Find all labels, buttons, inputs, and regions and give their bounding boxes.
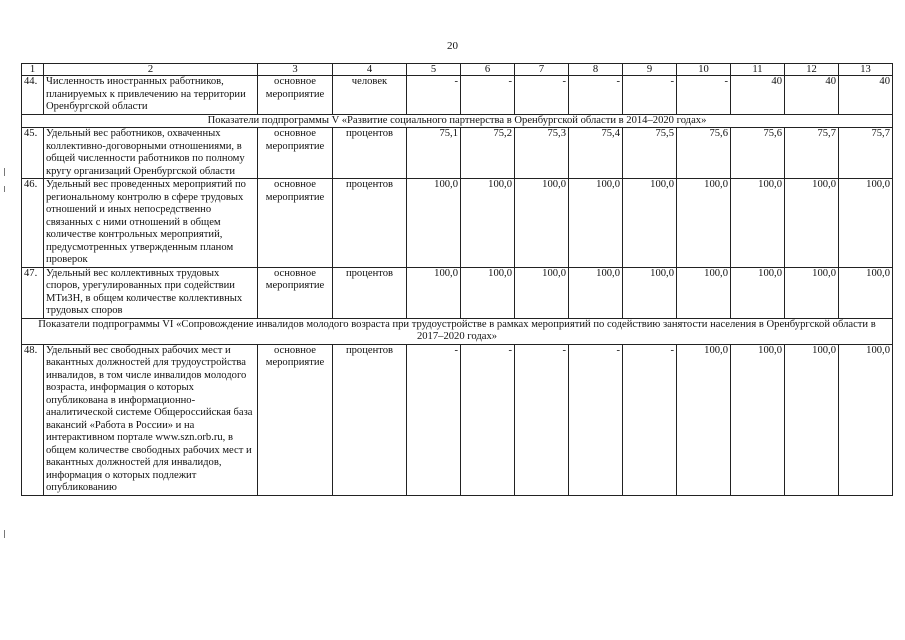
indicator-name: Удельный вес проведенных мероприятий по региональному контролю в сфере трудовых отношений и иных непосредственно связанных с ними отношений в общем количестве контрольных мероприятий, предусмотренных утвержденным планом проверок: [44, 179, 258, 268]
year-value-cell: 40: [785, 76, 839, 115]
year-value-cell: 100,0: [785, 179, 839, 268]
column-number-cell: 1: [22, 64, 44, 76]
column-number-cell: 10: [677, 64, 731, 76]
year-value-cell: 75,7: [785, 128, 839, 179]
year-value-cell: 100,0: [731, 344, 785, 495]
page-number: 20: [447, 40, 458, 52]
year-value-cell: 100,0: [461, 179, 515, 268]
subprogram-header-row: [22, 114, 893, 128]
scan-margin-mark: [4, 186, 5, 192]
year-value-cell: -: [407, 76, 461, 115]
column-number-cell: 12: [785, 64, 839, 76]
indicator-kind: основное мероприятие: [258, 344, 333, 495]
year-value-cell: 100,0: [677, 344, 731, 495]
row-number: 44.: [22, 76, 44, 115]
year-value-cell: -: [515, 344, 569, 495]
year-value-cell: 40: [731, 76, 785, 115]
year-value-cell: 100,0: [569, 179, 623, 268]
unit-of-measure: процентов: [333, 179, 407, 268]
year-value-cell: 75,1: [407, 128, 461, 179]
year-value-cell: 100,0: [461, 267, 515, 318]
unit-of-measure: процентов: [333, 344, 407, 495]
year-value-cell: 75,5: [623, 128, 677, 179]
year-value-cell: 40: [839, 76, 893, 115]
indicator-name: Удельный вес коллективных трудовых споров, урегулированных при содействии МТиЗН, в общем количестве коллективных трудовых споров: [44, 267, 258, 318]
year-value-cell: 100,0: [677, 267, 731, 318]
year-value-cell: 100,0: [623, 179, 677, 268]
column-number-cell: 3: [258, 64, 333, 76]
unit-of-measure: процентов: [333, 267, 407, 318]
row-number: 47.: [22, 267, 44, 318]
table-row: [22, 344, 893, 495]
year-value-cell: 100,0: [515, 179, 569, 268]
year-value-cell: 100,0: [569, 267, 623, 318]
indicators-table: [21, 63, 893, 496]
year-value-cell: 100,0: [677, 179, 731, 268]
row-number: 46.: [22, 179, 44, 268]
column-number-cell: 8: [569, 64, 623, 76]
year-value-cell: 100,0: [407, 179, 461, 268]
year-value-cell: 75,4: [569, 128, 623, 179]
year-value-cell: 75,6: [677, 128, 731, 179]
table-row: [22, 179, 893, 268]
unit-of-measure: процентов: [333, 128, 407, 179]
table-row: [22, 76, 893, 115]
column-number-cell: 11: [731, 64, 785, 76]
indicator-kind: основное мероприятие: [258, 128, 333, 179]
year-value-cell: -: [623, 344, 677, 495]
year-value-cell: 75,3: [515, 128, 569, 179]
year-value-cell: 100,0: [839, 267, 893, 318]
table-row: [22, 128, 893, 179]
year-value-cell: 100,0: [623, 267, 677, 318]
row-number: 45.: [22, 128, 44, 179]
indicator-kind: основное мероприятие: [258, 76, 333, 115]
year-value-cell: -: [569, 344, 623, 495]
year-value-cell: -: [623, 76, 677, 115]
year-value-cell: -: [407, 344, 461, 495]
subprogram-title: Показатели подпрограммы V «Развитие социального партнерства в Оренбургской области в 2014–2020 годах»: [22, 114, 893, 128]
year-value-cell: -: [515, 76, 569, 115]
scan-margin-mark: [4, 168, 5, 176]
indicator-name: Численность иностранных работников, планируемых к привлечению на территории Оренбургской области: [44, 76, 258, 115]
column-number-cell: 2: [44, 64, 258, 76]
table-row: [22, 267, 893, 318]
year-value-cell: 100,0: [785, 267, 839, 318]
year-value-cell: -: [677, 76, 731, 115]
indicator-name: Удельный вес работников, охваченных коллективно-договорными отношениями, в общей численности работников по полному кругу организаций Оренбургской области: [44, 128, 258, 179]
year-value-cell: 100,0: [839, 179, 893, 268]
indicator-name: Удельный вес свободных рабочих мест и вакантных должностей для трудоустройства инвалидов, в том числе инвалидов молодого возраста, информация о которых опубликована в информационно-аналитической системе Общероссийская база вакансий «Работа в России» и на интерактивном портале www.szn.orb.ru, в общем количестве свободных рабочих мест и вакантных должностей для инвалидов, информация о которых подлежит опубликованию: [44, 344, 258, 495]
year-value-cell: 100,0: [785, 344, 839, 495]
column-number-cell: 4: [333, 64, 407, 76]
year-value-cell: 100,0: [515, 267, 569, 318]
column-number-cell: 6: [461, 64, 515, 76]
year-value-cell: 100,0: [731, 267, 785, 318]
column-number-cell: 9: [623, 64, 677, 76]
year-value-cell: 75,6: [731, 128, 785, 179]
year-value-cell: 75,7: [839, 128, 893, 179]
column-numbers-row: [22, 64, 893, 76]
subprogram-header-row: [22, 318, 893, 344]
year-value-cell: 75,2: [461, 128, 515, 179]
unit-of-measure: человек: [333, 76, 407, 115]
year-value-cell: -: [461, 344, 515, 495]
indicator-kind: основное мероприятие: [258, 179, 333, 268]
year-value-cell: 100,0: [407, 267, 461, 318]
year-value-cell: 100,0: [731, 179, 785, 268]
subprogram-title: Показатели подпрограммы VI «Сопровождение инвалидов молодого возраста при трудоустройстве в рамках мероприятий по содействию занятости населения в Оренбургской области в 2017–2020 годах»: [22, 318, 893, 344]
year-value-cell: -: [569, 76, 623, 115]
column-number-cell: 5: [407, 64, 461, 76]
table-body: [22, 64, 893, 496]
column-number-cell: 7: [515, 64, 569, 76]
indicator-kind: основное мероприятие: [258, 267, 333, 318]
column-number-cell: 13: [839, 64, 893, 76]
row-number: 48.: [22, 344, 44, 495]
scan-margin-mark: [4, 530, 5, 538]
year-value-cell: 100,0: [839, 344, 893, 495]
year-value-cell: -: [461, 76, 515, 115]
